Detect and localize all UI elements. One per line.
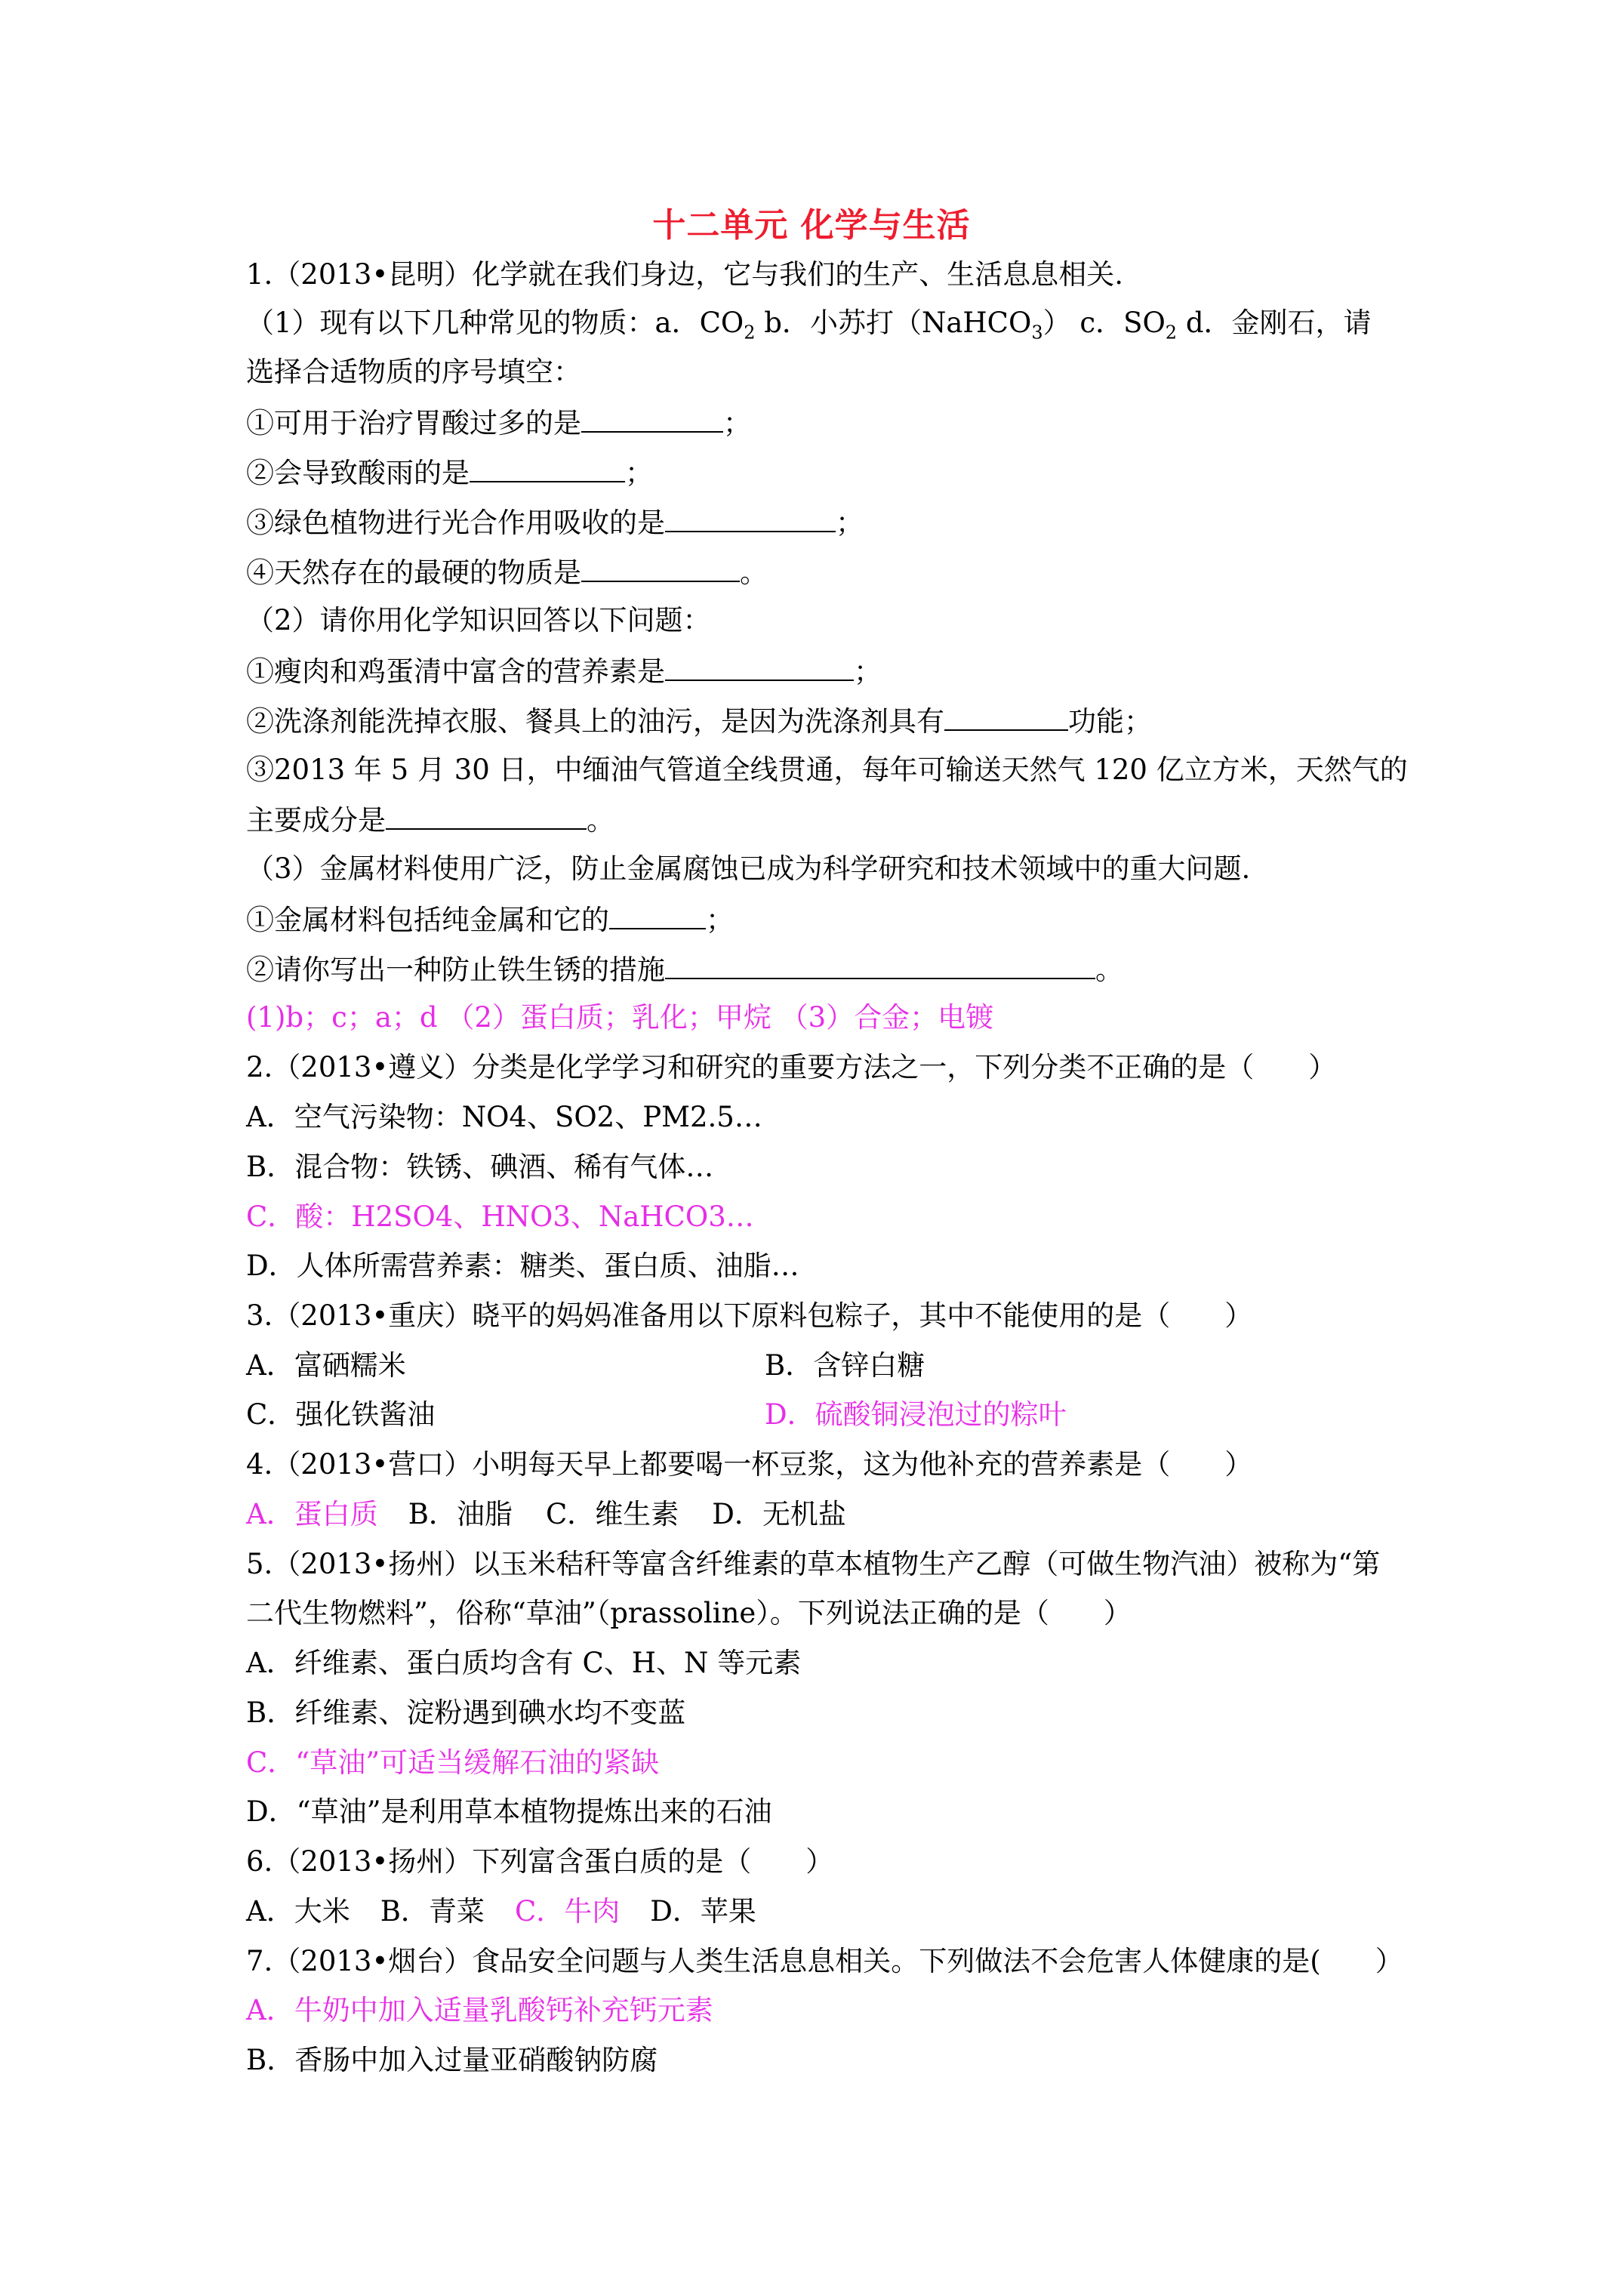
q1-item4: ④天然存在的最硬的物质是 。 <box>246 556 768 589</box>
answer-blank[interactable] <box>665 952 1095 979</box>
q2-option-a: A．空气污染物：NO4、SO2、PM2.5… <box>246 1101 762 1133</box>
answer-blank[interactable] <box>581 555 740 582</box>
q2-option-b: B．混合物：铁锈、碘酒、稀有气体… <box>246 1151 714 1183</box>
q1-part3: （3）金属材料使用广泛，防止金属腐蚀已成为科学研究和技术领域中的重大问题. <box>246 852 1251 885</box>
q7-stem: 7.（2013•烟台）食品安全问题与人类生活息息相关。下列做法不会危害人体健康的是( ） <box>246 1945 1403 1977</box>
q1-part2: （2）请你用化学知识回答以下问题： <box>246 604 711 636</box>
answer-blank[interactable] <box>944 704 1068 731</box>
q6-options <box>246 1895 756 1928</box>
q1-part3-item1: ①金属材料包括纯金属和它的 ； <box>246 904 734 936</box>
q3-option-d: D．硫酸铜浸泡过的粽叶 <box>765 1398 1067 1431</box>
q2-option-d: D．人体所需营养素：糖类、蛋白质、油脂… <box>246 1250 799 1282</box>
answer-blank[interactable] <box>386 803 587 830</box>
q6-option-a: A．大米 <box>246 1895 350 1928</box>
q3-option-b: B．含锌白糖 <box>765 1349 925 1382</box>
q4-stem: 4.（2013•营口）小明每天早上都要喝一杯豆浆，这为他补充的营养素是（ ） <box>246 1448 1253 1481</box>
q6-option-c: C．牛肉 <box>514 1895 621 1928</box>
q4-options <box>246 1498 846 1531</box>
answer-blank[interactable] <box>581 405 723 433</box>
q1-item3: ③绿色植物进行光合作用吸收的是 ； <box>246 507 864 539</box>
q1-answer: (1)b；c；a；d （2）蛋白质；乳化；甲烷 （3）合金；电镀 <box>246 1001 994 1034</box>
q1-part2-item3: ③2013 年 5 月 30 日，中缅油气管道全线贯通，每年可输送天然气 120 亿立方米，天然气的 <box>246 754 1408 786</box>
q4-option-c: C．维生素 <box>545 1498 679 1530</box>
answer-blank[interactable] <box>470 455 625 482</box>
q6-stem: 6.（2013•扬州）下列富含蛋白质的是（ ） <box>246 1845 834 1878</box>
answer-blank[interactable] <box>665 654 854 681</box>
q5-option-a: A．纤维素、蛋白质均含有 C、H、N 等元素 <box>246 1647 802 1679</box>
q4-option-b: B．油脂 <box>408 1498 513 1530</box>
q5-option-b: B．纤维素、淀粉遇到碘水均不变蓝 <box>246 1697 686 1729</box>
q7-option-b: B．香肠中加入过量亚硝酸钠防腐 <box>246 2044 658 2076</box>
page-title: 十二单元 化学与生活 <box>652 206 971 245</box>
q2-option-c: C．酸：H2SO4、HNO3、NaHCO3… <box>246 1200 754 1233</box>
q2-stem: 2.（2013•遵义）分类是化学学习和研究的重要方法之一，下列分类不正确的是（ ） <box>246 1051 1337 1083</box>
q1-part1-line1: （1）现有以下几种常见的物质：a．$CO_2$ b．小苏打（NaHCO$_3$） c．$SO_2$ d．金刚石，请 <box>246 307 1372 344</box>
q5-stem-line2: 二代生物燃料”，俗称“草油”（prassoline）。下列说法正确的是（ ） <box>246 1597 1132 1629</box>
q4-option-a: A．蛋白质 <box>246 1498 378 1530</box>
q1-stem: 1.（2013•昆明）化学就在我们身边，它与我们的生产、生活息息相关. <box>246 258 1124 291</box>
q1-part1-line2: 选择合适物质的序号填空： <box>246 356 581 388</box>
answer-blank[interactable] <box>665 505 836 532</box>
q1-part3-item2: ②请你写出一种防止铁生锈的措施 。 <box>246 954 1123 986</box>
q4-option-d: D．无机盐 <box>712 1498 846 1530</box>
q5-option-c: C．“草油”可适当缓解石油的紧缺 <box>246 1746 660 1779</box>
q6-option-b: B．青菜 <box>380 1895 485 1928</box>
q5-option-d: D．“草油”是利用草本植物提炼出来的石油 <box>246 1795 772 1828</box>
q1-part2-item3-cont: 主要成分是 。 <box>246 804 614 837</box>
q1-item1: ①可用于治疗胃酸过多的是 ； <box>246 407 751 439</box>
q1-part2-item2: ②洗涤剂能洗掉衣服、餐具上的油污，是因为洗涤剂具有 功能； <box>246 705 1152 738</box>
q3-stem: 3.（2013•重庆）晓平的妈妈准备用以下原料包粽子，其中不能使用的是（ ） <box>246 1299 1253 1332</box>
q3-option-c: C．强化铁酱油 <box>246 1398 436 1431</box>
q1-part2-item1: ①瘦肉和鸡蛋清中富含的营养素是 ； <box>246 655 882 688</box>
q7-option-a: A．牛奶中加入适量乳酸钙补充钙元素 <box>246 1994 713 2026</box>
q5-stem-line1: 5.（2013•扬州）以玉米秸秆等富含纤维素的草本植物生产乙醇（可做生物汽油）被称为“第 <box>246 1548 1381 1580</box>
answer-blank[interactable] <box>609 902 706 929</box>
q6-option-d: D．苹果 <box>650 1895 756 1928</box>
q3-option-a: A．富硒糯米 <box>246 1349 406 1382</box>
q1-item2: ②会导致酸雨的是 ； <box>246 457 653 489</box>
